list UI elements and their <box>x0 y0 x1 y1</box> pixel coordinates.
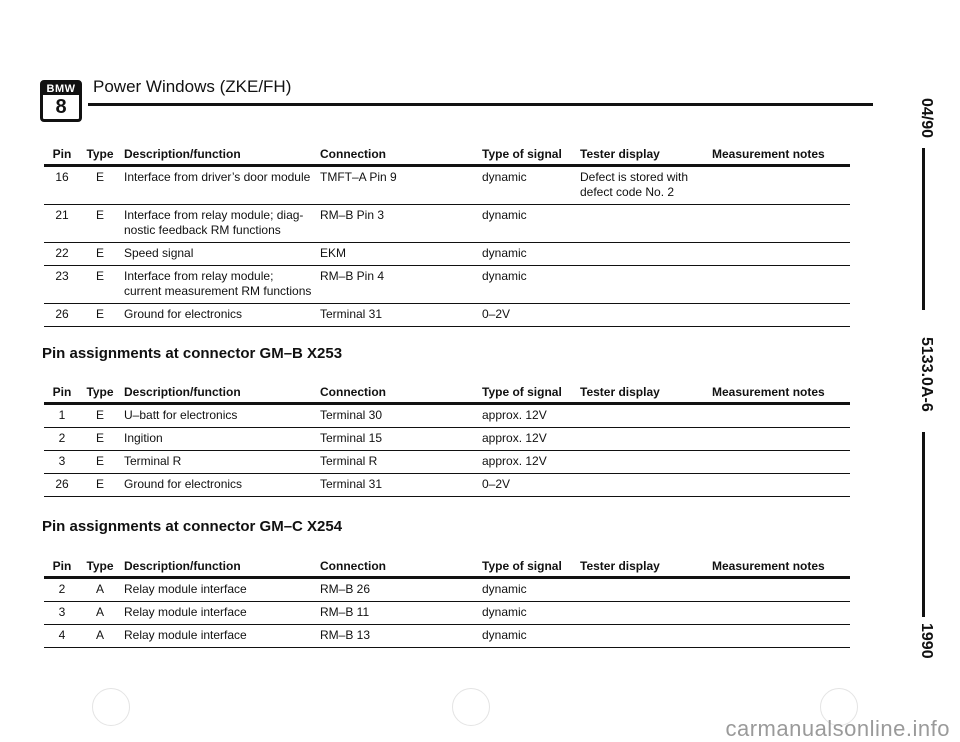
cell-pin: 3 <box>44 602 80 625</box>
cell-type: E <box>80 404 120 428</box>
cell-connection: Terminal R <box>316 451 478 474</box>
table-row <box>44 404 850 428</box>
bmw-logo <box>40 80 82 122</box>
cell-signal: 0–2V <box>478 304 576 327</box>
cell-type: E <box>80 474 120 497</box>
table-row <box>44 578 850 602</box>
cell-pin: 16 <box>44 166 80 205</box>
column-header-signal: Type of signal <box>478 145 576 166</box>
column-header-tester: Tester display <box>576 557 708 578</box>
column-header-description: Description/function <box>120 383 316 404</box>
page-title: Power Windows (ZKE/FH) <box>93 77 292 96</box>
cell-signal: approx. 12V <box>478 451 576 474</box>
cell-description: Relay module interface <box>120 602 316 625</box>
cell-pin: 22 <box>44 243 80 266</box>
pin-table-1 <box>44 145 850 327</box>
column-header-type: Type <box>80 145 120 166</box>
logo-number: 8 <box>55 96 67 118</box>
column-header-notes: Measurement notes <box>708 145 850 166</box>
cell-pin: 26 <box>44 474 80 497</box>
table-row <box>44 166 850 205</box>
cell-signal: approx. 12V <box>478 404 576 428</box>
column-header-signal: Type of signal <box>478 383 576 404</box>
cell-pin: 26 <box>44 304 80 327</box>
watermark: carmanualsonline.info <box>725 716 950 741</box>
cell-type: E <box>80 428 120 451</box>
cell-notes <box>708 625 850 648</box>
cell-connection: Terminal 15 <box>316 428 478 451</box>
column-header-pin: Pin <box>44 145 80 166</box>
table-row <box>44 451 850 474</box>
cell-tester <box>576 625 708 648</box>
cell-type: E <box>80 451 120 474</box>
column-header-type: Type <box>80 557 120 578</box>
cell-description: Interface from relay module; diag-nostic feedback RM functions <box>120 205 316 243</box>
cell-signal: dynamic <box>478 166 576 205</box>
cell-signal: dynamic <box>478 266 576 304</box>
cell-notes <box>708 602 850 625</box>
cell-pin: 2 <box>44 428 80 451</box>
cell-description: Speed signal <box>120 243 316 266</box>
cell-description: Relay module interface <box>120 625 316 648</box>
cell-connection: RM–B 13 <box>316 625 478 648</box>
cell-connection: RM–B 26 <box>316 578 478 602</box>
cell-type: E <box>80 304 120 327</box>
cell-tester <box>576 451 708 474</box>
cell-notes <box>708 428 850 451</box>
cell-tester <box>576 304 708 327</box>
cell-type: A <box>80 602 120 625</box>
cell-description: Ingition <box>120 428 316 451</box>
column-header-tester: Tester display <box>576 383 708 404</box>
cell-connection: Terminal 31 <box>316 304 478 327</box>
table-row <box>44 474 850 497</box>
cell-notes <box>708 243 850 266</box>
column-header-connection: Connection <box>316 145 478 166</box>
column-header-notes: Measurement notes <box>708 557 850 578</box>
cell-connection: Terminal 30 <box>316 404 478 428</box>
cell-type: E <box>80 166 120 205</box>
column-header-notes: Measurement notes <box>708 383 850 404</box>
cell-connection: RM–B 11 <box>316 602 478 625</box>
table-row <box>44 205 850 243</box>
cell-description: Terminal R <box>120 451 316 474</box>
cell-notes <box>708 474 850 497</box>
cell-description: Ground for electronics <box>120 474 316 497</box>
logo-brand: BMW <box>43 83 79 95</box>
pin-table-2 <box>44 383 850 497</box>
cell-connection: TMFT–A Pin 9 <box>316 166 478 205</box>
cell-connection: RM–B Pin 3 <box>316 205 478 243</box>
cell-signal: 0–2V <box>478 474 576 497</box>
side-margin <box>890 0 960 742</box>
cell-description: Ground for electronics <box>120 304 316 327</box>
column-header-description: Description/function <box>120 557 316 578</box>
cell-type: E <box>80 243 120 266</box>
cell-connection: Terminal 31 <box>316 474 478 497</box>
punch-hole-left <box>92 688 130 726</box>
cell-signal: dynamic <box>478 205 576 243</box>
table-row <box>44 602 850 625</box>
cell-tester <box>576 404 708 428</box>
cell-type: A <box>80 625 120 648</box>
cell-description: U–batt for electronics <box>120 404 316 428</box>
section-title-gm-c: Pin assignments at connector GM–C X254 <box>42 518 343 535</box>
cell-signal: dynamic <box>478 243 576 266</box>
side-year: 1990 <box>918 623 935 659</box>
table-header-row <box>44 145 850 166</box>
cell-pin: 3 <box>44 451 80 474</box>
punch-hole-center <box>452 688 490 726</box>
cell-notes <box>708 578 850 602</box>
cell-description: Interface from driver’s door module <box>120 166 316 205</box>
side-rule-1 <box>922 148 925 310</box>
cell-tester <box>576 602 708 625</box>
title-divider <box>88 103 873 106</box>
table-row <box>44 266 850 304</box>
column-header-pin: Pin <box>44 383 80 404</box>
cell-tester <box>576 205 708 243</box>
table-row <box>44 625 850 648</box>
table-row <box>44 304 850 327</box>
side-code: 5133.0A-6 <box>918 337 935 412</box>
cell-tester <box>576 243 708 266</box>
cell-signal: dynamic <box>478 625 576 648</box>
table-header-row <box>44 383 850 404</box>
cell-signal: approx. 12V <box>478 428 576 451</box>
cell-type: E <box>80 266 120 304</box>
column-header-tester: Tester display <box>576 145 708 166</box>
cell-connection: EKM <box>316 243 478 266</box>
cell-description: Interface from relay module; current measurement RM functions <box>120 266 316 304</box>
cell-tester <box>576 266 708 304</box>
cell-pin: 21 <box>44 205 80 243</box>
side-date: 04/90 <box>918 98 935 139</box>
cell-tester <box>576 578 708 602</box>
section-title-gm-b: Pin assignments at connector GM–B X253 <box>42 345 343 362</box>
cell-type: E <box>80 205 120 243</box>
pin-table-3 <box>44 557 850 648</box>
side-rule-2 <box>922 432 925 617</box>
cell-notes <box>708 404 850 428</box>
cell-connection: RM–B Pin 4 <box>316 266 478 304</box>
column-header-connection: Connection <box>316 383 478 404</box>
column-header-pin: Pin <box>44 557 80 578</box>
column-header-connection: Connection <box>316 557 478 578</box>
column-header-type: Type <box>80 383 120 404</box>
cell-signal: dynamic <box>478 578 576 602</box>
cell-pin: 4 <box>44 625 80 648</box>
cell-notes <box>708 451 850 474</box>
cell-notes <box>708 304 850 327</box>
cell-tester: Defect is stored with defect code No. 2 <box>576 166 708 205</box>
column-header-description: Description/function <box>120 145 316 166</box>
cell-notes <box>708 205 850 243</box>
table-header-row <box>44 557 850 578</box>
table-row <box>44 428 850 451</box>
table-row <box>44 243 850 266</box>
cell-notes <box>708 266 850 304</box>
column-header-signal: Type of signal <box>478 557 576 578</box>
cell-description: Relay module interface <box>120 578 316 602</box>
cell-pin: 23 <box>44 266 80 304</box>
cell-pin: 1 <box>44 404 80 428</box>
cell-notes <box>708 166 850 205</box>
cell-tester <box>576 474 708 497</box>
cell-tester <box>576 428 708 451</box>
cell-pin: 2 <box>44 578 80 602</box>
cell-type: A <box>80 578 120 602</box>
cell-signal: dynamic <box>478 602 576 625</box>
